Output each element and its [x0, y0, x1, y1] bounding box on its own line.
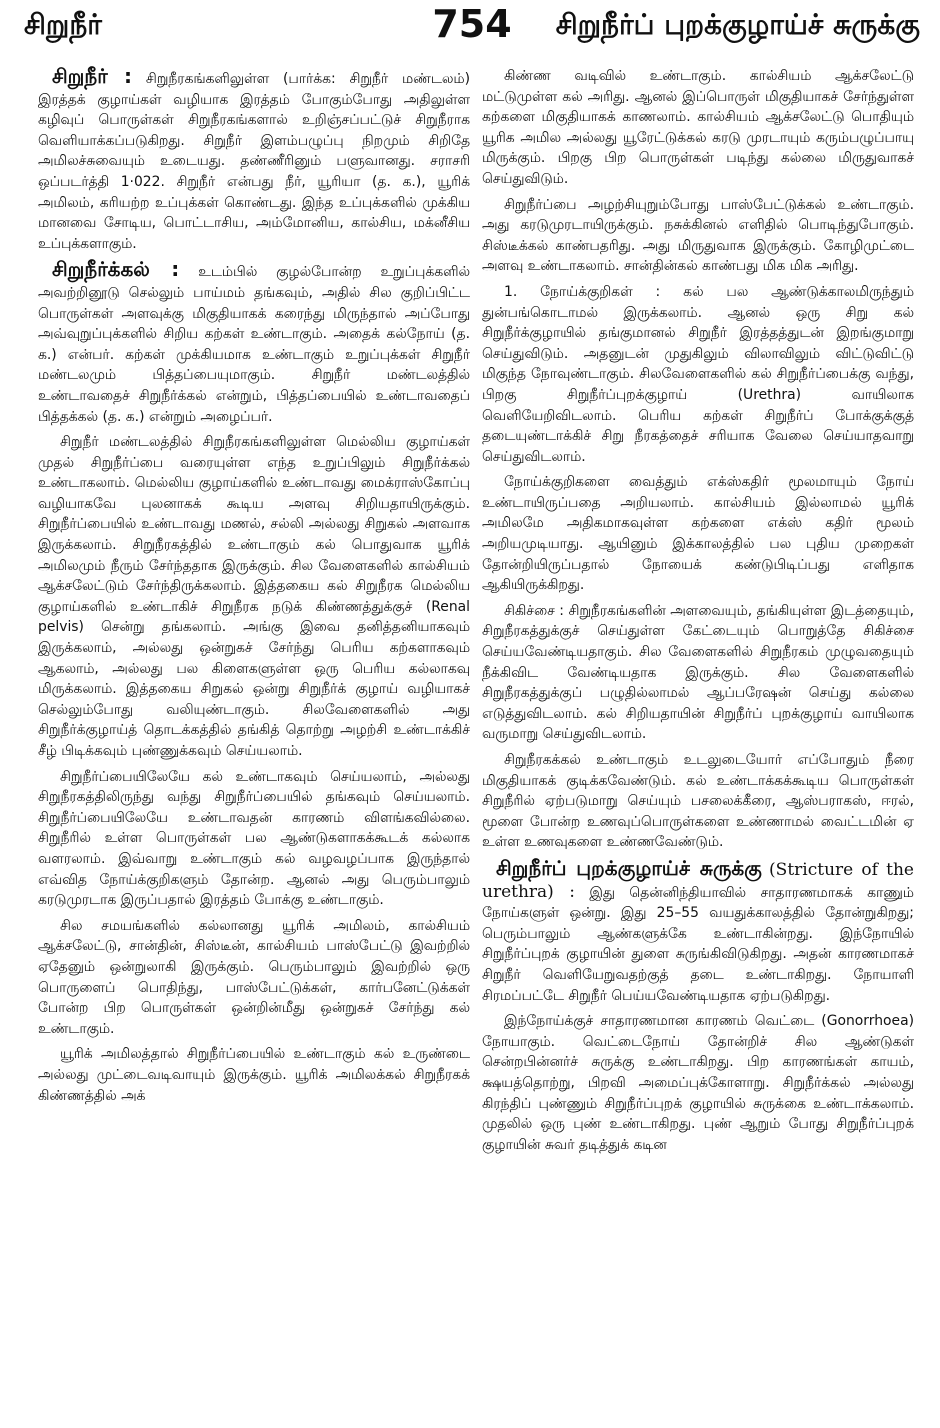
paragraph — [482, 66, 914, 190]
paragraph-text: சிறுநீரகங்களின் அளவையும், தங்கியுள்ள இடத்தையும், சிறுநீரகத்துக்குச் செய்துள்ள கேட்டையும் பொறுத்தே சிகிச்சை செய்யவேண்டியதாகும். சில வேளைகளில் சிறுநீரகம் முழுவதையும் நீக்கிவிட வேண்டியதாக இருக்கும். சில வேளைகளில் சிறுநீரகத்துக்குப் பழுதில்லாமல் ஆப்பரேஷன் செய்து கல்லை எடுத்துவிடலாம். கல் சிறியதாயின் சிறுநீர்ப் புறக்குழாய் வாயிலாக வருமாறு செய்துவிடலாம். — [482, 602, 914, 743]
paragraph-text: கிண்ண வடிவில் உண்டாகும். கால்சியம் ஆக்சலேட்டு மட்டுமுள்ள கல் அரிது. ஆனல் இப்பொருள் மிகுதியாகச் சேர்ந்துள்ள கற்களை மிகுதியாகக் காணலாம். கால்சியம் ஆக்சலேட்டு பொதியும் யூரிக அமில அல்லது யூரேட்டுக்கல் கரடு முரடாயும் கரும்பழுப்பாயு மிருக்கும். பிறகு பிற பொருள்கள் படிந்து கல்லை மிருதுவாகச் செய்துவிடும். — [482, 68, 914, 187]
paragraph — [482, 195, 914, 277]
paragraph-text: நோய்க்குறிகளை வைத்தும் எக்ஸ்கதிர் மூலமாயும் நோய் உண்டாயிருப்பதை அறியலாம். கால்சியம் இல்லாமல் யூரிக் அமிலமே அதிகமாகவுள்ள கற்களை எக்ஸ் கதிர் மூலம் அறியமுடியாது. ஆயினும் இக்காலத்தில் பல புதிய முறைகள் தோன்றியிருப்பதால் நோயைக் கண்டுபிடிப்பது எளிதாக ஆகியிருக்கிறது. — [482, 474, 914, 594]
right-column — [482, 66, 914, 1416]
paragraph — [38, 916, 470, 1040]
subheading: 1. நோய்க்குறிகள் : — [504, 283, 661, 300]
page-header — [24, 2, 920, 58]
paragraph — [38, 432, 470, 762]
page-number: 754 — [432, 2, 512, 46]
latin-term: (Stricture of the urethra) : — [482, 859, 914, 902]
paragraph-text: சிறுநீரகக்கல் உண்டாகும் உடலுடையோர் எப்போதும் நீரை மிகுதியாகக் குடிக்கவேண்டும். கல் உண்டாக்கக்கூடிய பொருள்கள் சிறுநீரில் ஏற்படுமாறு செய்யும் பசலைக்கீரை, ஆஸ்பராகஸ், ஈரல், மூளை போன்ற உணவுப்பொருள்களை உண்ணாமல் வைட்டமின் ஏ உள்ள உணவுகளை உண்ணவேண்டும். — [482, 752, 914, 851]
left-column — [38, 66, 470, 1416]
paragraph-text: சிறுநீர்ப்பையிலேயே கல் உண்டாகவும் செய்யலாம், அல்லது சிறுநீரகத்திலிருந்து வந்து சிறுநீர்ப்பையில் தங்கவும் செய்யலாம். சிறுநீர்ப்பையிலேயே உண்டாவதன் காரணம் விளங்கவில்லை. சிறுநீரில் உள்ள பொருள்கள் பல ஆண்டுகளாகக்கூடக் கல்லாக வளரலாம். இவ்வாறு உண்டாகும் கல் வழவழப்பாக இருந்தால் எவ்வித நோய்க்குறிகளும் தோன்ற. ஆனல் அது பெரும்பாலும் கரடுமுரடாக இருப்பதால் இரத்தம் போக்கு உண்டாகும். — [38, 768, 470, 909]
paragraph-text: சிறுநீர்ப்பை அழற்சியுறும்போது பாஸ்பேட்டுக்கல் உண்டாகும். அது கரடுமுரடாயிருக்கும். நசுக்கினல் எளிதில் பொடிந்துபோகும். சிஸ்டீக்கல் காண்பதரிது. அது மிருதுவாக இருக்கும். கோழிமுட்டை அளவு உண்டாகலாம். சான்தின்கல் காண்பது மிக மிக அரிது. — [482, 196, 914, 275]
headword: சிறுநீர் : — [52, 66, 133, 88]
header-left-term: சிறுநீர் — [24, 8, 102, 41]
header-right-term: சிறுநீர்ப் புறக்குழாய்ச் சுருக்கு — [555, 8, 920, 41]
paragraph-text: இந்நோய்க்குச் சாதாரணமான காரணம் வெட்டை (Gonorrhoea) நோயாகும். வெட்டைநோய் தோன்றிச் சில ஆண்டுகள் சென்றபின்னர்ச் சுருக்கு உண்டாகிறது. பிற காரணங்கள் காயம், க்ஷயத்தொற்று, பிறவி அமைப்புக்கோளாறு. சிறுநீர்க்கல் அல்லது கிரந்திப் புண்ணும் சிறுநீர்ப்புறக் குழாயில் சுருக்கை உண்டாக்கலாம். முதலில் ஒரு புண் உண்டாகிறது. புண் ஆறும் போது சிறுநீர்ப்புறக் குழாயின் சுவர் தடித்துக் கடின — [482, 1013, 914, 1153]
paragraph — [482, 1011, 914, 1155]
paragraph-text: சிறுநீரகங்களிலுள்ள (பார்க்க: சிறுநீர் மண்டலம்) இரத்தக் குழாய்கள் வழியாக இரத்தம் போகும்போது அதிலுள்ள கழிவுப் பொருள்கள் சிறுநீரகங்களால் உறிஞ்சப்பட்டுச் சிறுநீராக வெளியாக்கப்படுகிறது. சிறுநீர் இளம்பழுப்பு நிறமும் சிறிதே அமிலச்சுவையும் உடையது. தண்ணீரினும் பளுவானது. சராசரி ஒப்படர்த்தி 1·022. சிறுநீர் என்பது நீர், யூரியா (த. க.), யூரிக் அமிலம், கரியற்ற உப்புக்கள் கொண்டது. இந்த உப்புக்களில் முக்கிய மானவை சோடிய, பொட்டாசிய, அம்மோனிய, கால்சிய, மக்னீசிய உப்புக்களாகும். — [38, 71, 470, 252]
paragraph — [38, 259, 470, 427]
headword: சிறுநீர்க்கல் : — [52, 257, 180, 282]
headword: சிறுநீர்ப் புறக்குழாய்ச் சுருக்கு — [496, 855, 762, 880]
paragraph — [482, 855, 914, 1006]
paragraph-text: இது தென்னிந்தியாவில் சாதாரணமாகக் காணும் நோய்களுள் ஒன்று. இது 25–55 வயதுக்காலத்தில் தோன்றுகிறது; பெரும்பாலும் ஆண்களுக்கே உண்டாகின்றது. இந்நோயில் சிறுநீர்ப்புறக் குழாயின் துளை சுருங்கிவிடுகிறது. அதன் காரணமாகச் சிறுநீர் வெளியேறுவதற்குத் தடை உண்டாகிறது. நோயாளி சிரமப்பட்டே சிறுநீர் பெய்யவேண்டியதாக ஏற்படுகிறது. — [482, 884, 914, 1004]
paragraph — [38, 1044, 470, 1106]
paragraph — [482, 472, 914, 596]
subheading: சிகிச்சை : — [504, 602, 564, 619]
paragraph-text: உடம்பில் குழல்போன்ற உறுப்புக்களில் அவற்றினூடு செல்லும் பாய்மம் தங்கவும், அதில் சில குறிப்பிட்ட பொருள்கள் அளவுக்கு மிகுதியாகக் கரைந்து மிருந்தால் அப்போது அவ்வுறுப்புக்களில் சிறிய கற்கள் உண்டாகும். அதைக் கல்நோய் (த. க.) என்பர். கற்கள் முக்கியமாக உண்டாகும் உறுப்புக்கள் சிறுநீர் மண்டலமும் பித்தப்பையுமாகும். சிறுநீர் மண்டலத்தில் உண்டாவதைச் சிறுநீர்க்கல் என்றும், பித்தப்பையில் உண்டாவதைப் பித்தக்கல் (த. க.) என்றும் அழைப்பர். — [38, 264, 470, 425]
paragraph-text: சில சமயங்களில் கல்லானது யூரிக் அமிலம், கால்சியம் ஆக்சலேட்டு, சான்தின், சிஸ்டீன், கால்சியம் பாஸ்பேட்டு இவற்றில் ஏதேனும் ஒன்றுலாகி இருக்கும். பெரும்பாலும் இவற்றில் ஒரு பொருளைப் பொதிந்து, பாஸ்பேட்டுக்கள், கார்பனேட்டுக்கள் போன்ற பிற பொருள்கள் ஒன்றின்மீது ஒன்றுகச் சேர்ந்து கல் உண்டாகும். — [38, 917, 470, 1037]
paragraph — [482, 750, 914, 853]
paragraph — [38, 66, 470, 254]
paragraph — [482, 601, 914, 745]
paragraph — [482, 282, 914, 467]
paragraph — [38, 767, 470, 911]
paragraph-text: கல் பல ஆண்டுக்காலமிருந்தும் துன்பங்கொடாமல் இருக்கலாம். ஆனல் ஒரு சிறு கல் சிறுநீர்க்குழாயில் தங்குமானல் சிறுநீர் இரத்தத்துடன் இறங்குமாறு செய்துவிடும். அதனுடன் முதுகிலும் விலாவிலும் விட்டுவிட்டு மிகுந்த நோவுண்டாகும். சிலவேளைகளில் கல் சிறுநீர்ப்பைக்கு வந்து, பிறகு சிறுநீர்ப்புறக்குழாய் (Urethra) வாயிலாக வெளியேறிவிடலாம். பெரிய கற்கள் சிறுநீர்ப் போக்குக்குத் தடையுண்டாக்கிச் சிறு நீரகத்தைச் சரியாக வேலை செய்யாதவாறு செய்துவிடலாம். — [482, 283, 914, 465]
paragraph-text: சிறுநீர் மண்டலத்தில் சிறுநீரகங்களிலுள்ள மெல்லிய குழாய்கள் முதல் சிறுநீர்ப்பை வரையுள்ள எந்த உறுப்பிலும் சிறுநீர்க்கல் உண்டாகலாம். மெல்லிய குழாய்களில் உண்டாவது மைக்ராஸ்கோப்பு வழியாகவே புலனாகக் கூடிய அளவு சிறியதாயிருக்கும். சிறுநீர்ப்பையில் உண்டாவது மணல், சல்லி அல்லது சிறுகல் அளவாக இருக்கலாம். சிறுநீரகத்தில் உண்டாகும் கல் பொதுவாக யூரிக் அமிலமும் நீரும் சேர்ந்ததாக இருக்கும். சில வேளைகளில் கால்சியம் ஆக்சலேட்டும் சேர்ந்திருக்கலாம். இத்தகைய கல் சிறுநீரக மெல்லிய குழாய்களில் உண்டாகிச் சிறுநீரக நடுக் கிண்ணத்துக்குச் (Renal pelvis) சென்று தங்கலாம். அங்கு இவை தனித்தனியாகவும் இருக்கலாம், அல்லது ஒன்றுகச் சேர்ந்து பெரிய கற்களாகவும் ஆகலாம், அல்லது பல கிளைகளுள்ள ஒரு பெரிய கல்லாகவு மிருக்கலாம். இத்தகைய சிறுகல் ஒன்று சிறுநீர்க் குழாய் வழியாகச் செல்லும்போது வலியுண்டாகும். சிலவேளைகளில் அது சிறுநீர்க்குழாய்த் தொடக்கத்தில் தங்கித் தொற்று அழற்சி உண்டாக்கிச் சீழ் பிடிக்கவும் புண்ணுக்கவும் செய்யலாம். — [38, 434, 470, 759]
paragraph-text: யூரிக் அமிலத்தால் சிறுநீர்ப்பையில் உண்டாகும் கல் உருண்டை அல்லது முட்டைவடிவாயும் இருக்கும். யூரிக் அமிலக்கல் சிறுநீரகக் கிண்ணத்தில் அக் — [38, 1046, 470, 1104]
